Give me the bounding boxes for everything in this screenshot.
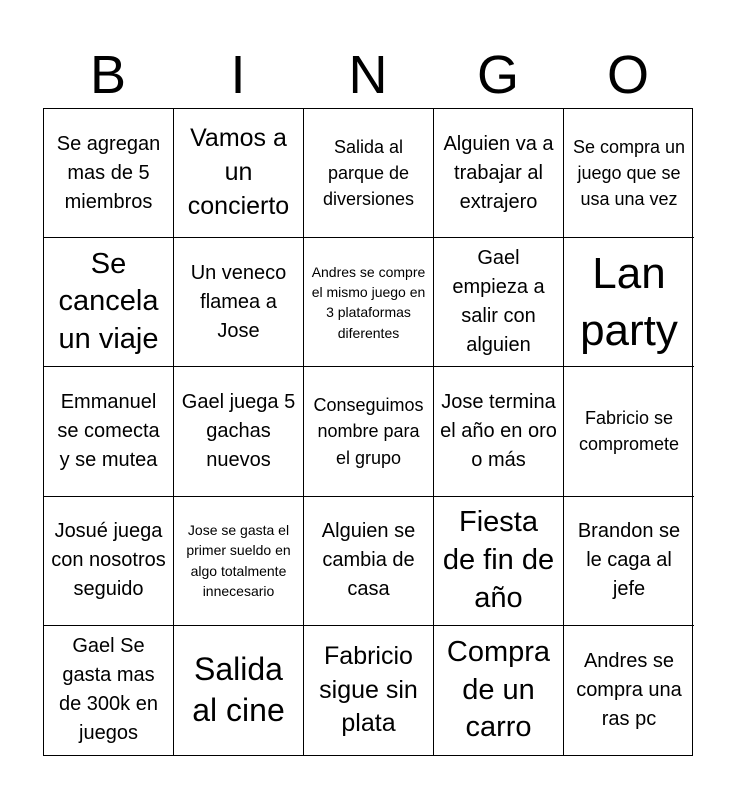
bingo-cell[interactable] — [44, 109, 174, 238]
cell-text: Andres se compra una ras pc — [576, 649, 682, 730]
bingo-cell[interactable] — [174, 367, 304, 496]
cell-text: Compra de un carro — [446, 635, 551, 744]
header-letter-o: O — [606, 45, 649, 105]
cell-text: Se agregan mas de 5 miembros — [56, 132, 161, 213]
cell-text: Salida al parque de diversiones — [322, 136, 415, 210]
cell-text: Vamos a un concierto — [187, 124, 290, 220]
bingo-cell[interactable] — [304, 497, 434, 626]
cell-text: Brandon se le caga al jefe — [577, 520, 681, 601]
bingo-cell[interactable] — [304, 109, 434, 238]
cell-text: Fiesta de fin de año — [442, 506, 555, 614]
bingo-cell[interactable] — [304, 626, 434, 755]
bingo-grid — [43, 108, 693, 756]
bingo-cell[interactable] — [434, 109, 564, 238]
cell-text: Fabricio sigue sin plata — [319, 641, 418, 738]
cell-text: Lan party — [580, 249, 678, 356]
bingo-cell[interactable] — [564, 238, 694, 367]
bingo-cell[interactable] — [434, 497, 564, 626]
cell-text: Andres se compre el mismo juego en 3 plataformas diferentes — [311, 263, 426, 341]
bingo-cell[interactable] — [44, 367, 174, 496]
cell-text: Josué juega con nosotros seguido — [51, 520, 166, 601]
cell-text: Se compra un juego que se usa una vez — [572, 136, 686, 210]
bingo-cell[interactable] — [304, 367, 434, 496]
bingo-cell[interactable] — [304, 238, 434, 367]
header-letter-g: G — [476, 45, 519, 105]
cell-text: Se cancela un viaje — [58, 247, 159, 356]
cell-text: Gael empieza a salir con alguien — [452, 247, 545, 357]
bingo-cell[interactable] — [44, 497, 174, 626]
bingo-cell[interactable] — [434, 238, 564, 367]
cell-text: Fabricio se compromete — [578, 408, 680, 455]
cell-text: Un veneco flamea a Jose — [190, 261, 287, 342]
header-letter-n: N — [348, 45, 388, 105]
cell-text: Emmanuel se comecta y se mutea — [57, 390, 160, 471]
bingo-cell[interactable] — [434, 367, 564, 496]
cell-text: Alguien va a trabajar al extrajero — [443, 132, 554, 213]
bingo-cell[interactable] — [174, 626, 304, 755]
bingo-cell[interactable] — [44, 626, 174, 755]
bingo-cell[interactable] — [174, 109, 304, 238]
cell-text: Salida al cine — [192, 650, 285, 729]
bingo-cell[interactable] — [564, 109, 694, 238]
cell-text: Conseguimos nombre para el grupo — [313, 395, 424, 468]
bingo-cell[interactable] — [44, 238, 174, 367]
bingo-cell[interactable] — [174, 497, 304, 626]
cell-text: Gael Se gasta mas de 300k en juegos — [59, 635, 158, 745]
bingo-cell[interactable] — [174, 238, 304, 367]
cell-text: Jose termina el año en oro o más — [440, 390, 557, 471]
cell-text: Gael juega 5 gachas nuevos — [181, 390, 296, 471]
bingo-cell[interactable] — [564, 626, 694, 755]
cell-text: Alguien se cambia de casa — [321, 520, 416, 601]
bingo-cell[interactable] — [564, 497, 694, 626]
bingo-cell[interactable] — [434, 626, 564, 755]
header-letter-i: I — [230, 45, 246, 105]
bingo-header — [43, 44, 693, 106]
cell-text: Jose se gasta el primer sueldo en algo totalmente innecesario — [186, 522, 291, 599]
header-letter-b: B — [89, 45, 127, 105]
bingo-cell[interactable] — [564, 367, 694, 496]
